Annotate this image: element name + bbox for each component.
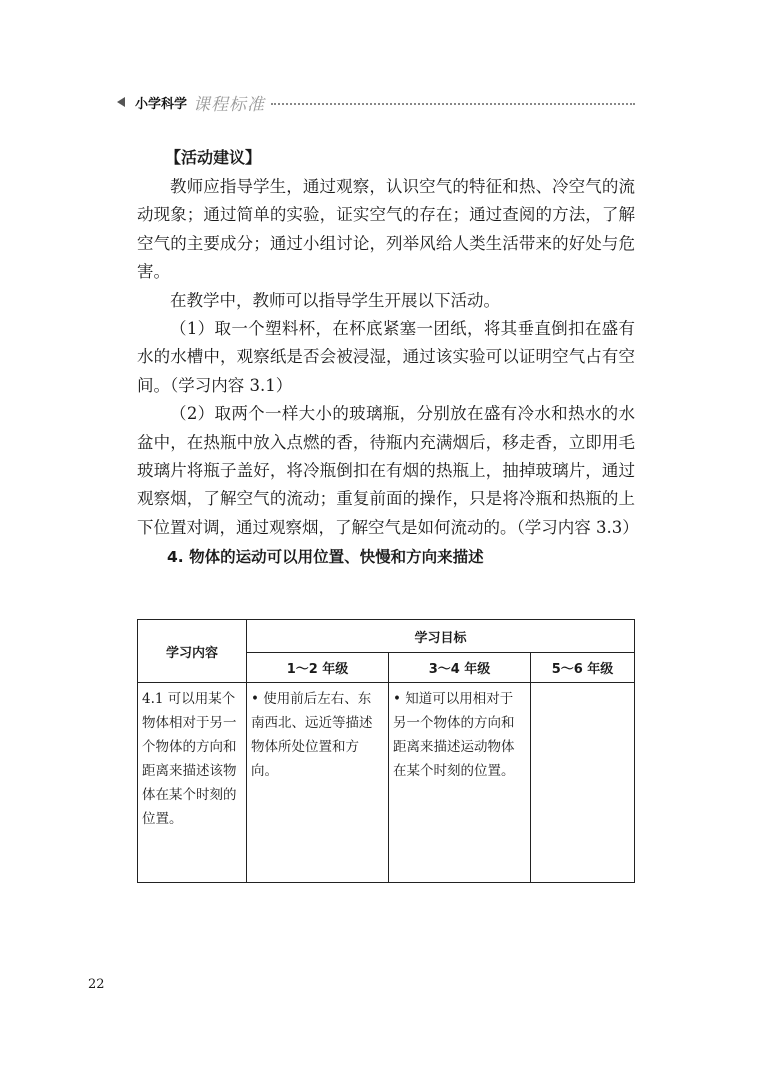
cell-grade-1-2: • 使用前后左右、东南西北、远近等描述物体所处位置和方向。 bbox=[247, 683, 389, 883]
page-body bbox=[137, 143, 639, 572]
header-subject: 小学科学 bbox=[135, 96, 188, 112]
cell-grade-3-4: • 知道可以用相对于另一个物体的方向和距离来描述运动物体在某个时刻的位置。 bbox=[389, 683, 531, 883]
paragraph-activity-1: （1）取一个塑料杯，在杯底紧塞一团纸，将其垂直倒扣在盛有水的水槽中，观察纸是否会被浸湿，通过该实验可以证明空气占有空间。（学习内容 3.1） bbox=[137, 319, 635, 395]
header-learning-goals: 学习目标 bbox=[247, 620, 635, 653]
header-grade-3-4: 3～4 年级 bbox=[389, 653, 531, 683]
header-dotted-rule bbox=[271, 103, 635, 105]
table-title: 4. 物体的运动可以用位置、快慢和方向来描述 bbox=[167, 548, 484, 567]
header-book-title: 课程标准 bbox=[193, 94, 266, 115]
paragraph-activities: 在教学中，教师可以指导学生开展以下活动。 bbox=[170, 290, 500, 310]
section-heading: 【活动建议】 bbox=[165, 148, 262, 167]
cell-content: 4.1 可以用某个物体相对于另一个物体的方向和距离来描述该物体在某个时刻的位置。 bbox=[138, 683, 247, 883]
table-row bbox=[138, 683, 635, 883]
paragraph-intro: 教师应指导学生，通过观察，认识空气的特征和热、冷空气的流动现象；通过简单的实验，证实空气的存在；通过查阅的方法，了解空气的主要成分；通过小组讨论，列举风给人类生活带来的好处与危害。 bbox=[137, 177, 635, 282]
paragraph-activity-2: （2）取两个一样大小的玻璃瓶，分别放在盛有冷水和热水的水盆中，在热瓶中放入点燃的香，待瓶内充满烟后，移走香，立即用毛玻璃片将瓶子盖好，将冷瓶倒扣在有烟的热瓶上，抽掉玻璃片，通过观察烟，了解空气的流动；重复前面的操作，只是将冷瓶和热瓶的上下位置对调，通过观察烟，了解空气是如何流动的。（学习内容 3.3） bbox=[137, 404, 639, 537]
cell-grade-5-6 bbox=[531, 683, 635, 883]
learning-goals-table bbox=[137, 619, 635, 883]
running-header bbox=[117, 92, 635, 115]
header-learning-content: 学习内容 bbox=[138, 620, 247, 683]
left-triangle-icon bbox=[117, 97, 125, 107]
page-number: 22 bbox=[88, 977, 105, 992]
header-grade-1-2: 1～2 年级 bbox=[247, 653, 389, 683]
header-grade-5-6: 5～6 年级 bbox=[531, 653, 635, 683]
